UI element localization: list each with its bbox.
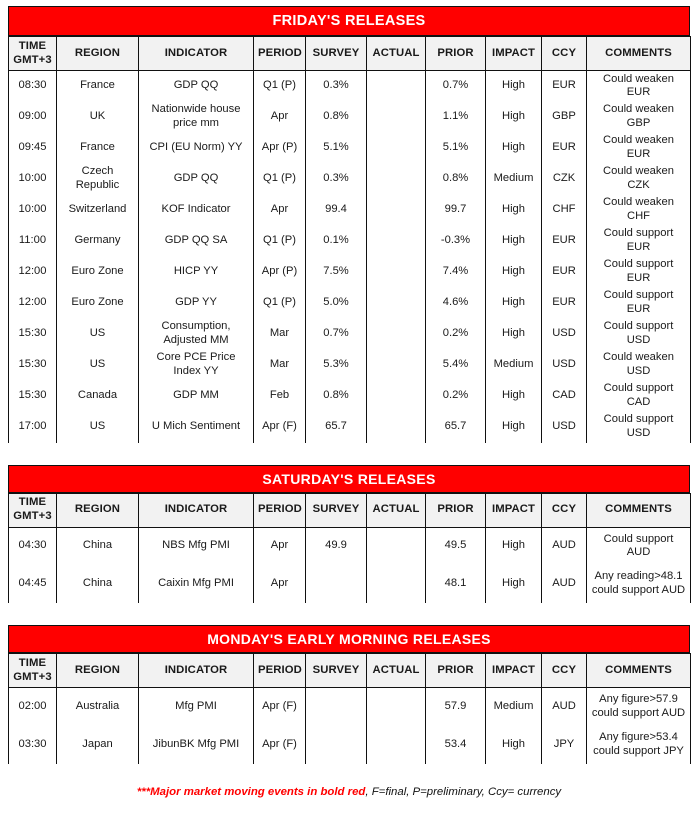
cell-time: 04:45 <box>9 565 57 603</box>
cell-impact: High <box>486 726 542 764</box>
footnote-highlight: ***Major market moving events in bold red <box>136 785 366 798</box>
cell-impact: Medium <box>486 350 542 381</box>
cell-indicator: CPI (EU Norm) YY <box>139 133 254 164</box>
cell-period: Feb <box>254 381 306 412</box>
table-header-row-saturday <box>9 493 691 527</box>
cell-impact: High <box>486 565 542 603</box>
cell-comments: Could weaken CZK <box>587 164 691 195</box>
column-header-survey: SURVEY <box>306 654 367 688</box>
table-header-row-friday <box>9 37 691 71</box>
cell-region: China <box>57 527 139 565</box>
column-header-comments: COMMENTS <box>587 493 691 527</box>
cell-period: Q1 (P) <box>254 288 306 319</box>
table-row <box>9 565 691 603</box>
cell-indicator: GDP QQ SA <box>139 226 254 257</box>
cell-ccy: GBP <box>542 102 587 133</box>
cell-period: Mar <box>254 350 306 381</box>
column-header-indicator: INDICATOR <box>139 654 254 688</box>
cell-ccy: EUR <box>542 226 587 257</box>
cell-survey <box>306 726 367 764</box>
cell-period: Apr <box>254 102 306 133</box>
cell-survey: 0.1% <box>306 226 367 257</box>
cell-indicator: U Mich Sentiment <box>139 412 254 443</box>
column-header-prior: PRIOR <box>426 493 486 527</box>
cell-prior: 0.2% <box>426 319 486 350</box>
cell-actual <box>367 102 426 133</box>
cell-ccy: AUD <box>542 565 587 603</box>
cell-ccy: AUD <box>542 688 587 726</box>
column-header-indicator: INDICATOR <box>139 37 254 71</box>
cell-survey: 0.8% <box>306 381 367 412</box>
cell-prior: 0.7% <box>426 71 486 102</box>
cell-period: Apr (P) <box>254 257 306 288</box>
cell-ccy: CAD <box>542 381 587 412</box>
column-header-actual: ACTUAL <box>367 493 426 527</box>
cell-actual <box>367 565 426 603</box>
column-header-region: REGION <box>57 654 139 688</box>
footnote-rest: , F=final, P=preliminary, Ccy= currency <box>365 785 562 798</box>
cell-ccy: CZK <box>542 164 587 195</box>
table-body-friday <box>9 71 691 443</box>
cell-impact: High <box>486 527 542 565</box>
cell-period: Apr <box>254 195 306 226</box>
cell-actual <box>367 71 426 102</box>
cell-comments: Could weaken USD <box>587 350 691 381</box>
column-header-actual: ACTUAL <box>367 37 426 71</box>
cell-comments: Could weaken GBP <box>587 102 691 133</box>
cell-indicator: KOF Indicator <box>139 195 254 226</box>
cell-survey <box>306 688 367 726</box>
cell-actual <box>367 226 426 257</box>
cell-comments: Any reading>48.1 could support AUD <box>587 565 691 603</box>
cell-ccy: USD <box>542 412 587 443</box>
cell-region: China <box>57 565 139 603</box>
column-header-indicator: INDICATOR <box>139 493 254 527</box>
footnote <box>8 786 690 798</box>
cell-impact: High <box>486 381 542 412</box>
cell-survey: 5.1% <box>306 133 367 164</box>
cell-period: Apr (F) <box>254 688 306 726</box>
releases-table-monday <box>8 653 691 764</box>
cell-indicator: GDP YY <box>139 288 254 319</box>
cell-impact: High <box>486 412 542 443</box>
cell-impact: High <box>486 288 542 319</box>
cell-comments: Could weaken CHF <box>587 195 691 226</box>
cell-impact: High <box>486 133 542 164</box>
cell-region: Euro Zone <box>57 257 139 288</box>
cell-time: 10:00 <box>9 195 57 226</box>
table-row <box>9 71 691 102</box>
cell-prior: 65.7 <box>426 412 486 443</box>
cell-actual <box>367 133 426 164</box>
cell-indicator: Mfg PMI <box>139 688 254 726</box>
cell-prior: 49.5 <box>426 527 486 565</box>
column-header-time-sublabel: GMT+3 <box>13 510 52 522</box>
cell-time: 09:00 <box>9 102 57 133</box>
column-header-impact: IMPACT <box>486 37 542 71</box>
cell-time: 03:30 <box>9 726 57 764</box>
column-header-impact: IMPACT <box>486 654 542 688</box>
cell-impact: High <box>486 257 542 288</box>
cell-comments: Could support EUR <box>587 288 691 319</box>
cell-actual <box>367 527 426 565</box>
cell-indicator: JibunBK Mfg PMI <box>139 726 254 764</box>
cell-prior: 57.9 <box>426 688 486 726</box>
cell-prior: 4.6% <box>426 288 486 319</box>
section-spacer <box>8 443 690 465</box>
column-header-ccy: CCY <box>542 493 587 527</box>
cell-time: 02:00 <box>9 688 57 726</box>
cell-period: Apr (F) <box>254 412 306 443</box>
cell-period: Apr <box>254 565 306 603</box>
cell-prior: 5.4% <box>426 350 486 381</box>
column-header-time-label: TIME <box>18 39 47 52</box>
cell-time: 08:30 <box>9 71 57 102</box>
table-row <box>9 102 691 133</box>
column-header-prior: PRIOR <box>426 654 486 688</box>
cell-region: Czech Republic <box>57 164 139 195</box>
column-header-comments: COMMENTS <box>587 654 691 688</box>
cell-region: Euro Zone <box>57 288 139 319</box>
column-header-time-sublabel: GMT+3 <box>13 53 52 66</box>
cell-time: 04:30 <box>9 527 57 565</box>
cell-ccy: AUD <box>542 527 587 565</box>
cell-survey: 0.8% <box>306 102 367 133</box>
table-row <box>9 726 691 764</box>
cell-comments: Could support USD <box>587 412 691 443</box>
column-header-region: REGION <box>57 37 139 71</box>
column-header-time <box>9 37 57 71</box>
cell-prior: 99.7 <box>426 195 486 226</box>
cell-survey: 7.5% <box>306 257 367 288</box>
cell-region: Australia <box>57 688 139 726</box>
cell-survey: 49.9 <box>306 527 367 565</box>
cell-region: UK <box>57 102 139 133</box>
cell-impact: High <box>486 319 542 350</box>
cell-indicator: GDP QQ <box>139 71 254 102</box>
cell-indicator: GDP MM <box>139 381 254 412</box>
cell-actual <box>367 726 426 764</box>
cell-actual <box>367 688 426 726</box>
cell-ccy: USD <box>542 350 587 381</box>
cell-region: US <box>57 412 139 443</box>
cell-actual <box>367 319 426 350</box>
cell-time: 11:00 <box>9 226 57 257</box>
economic-calendar-page <box>0 6 698 814</box>
cell-comments: Could support CAD <box>587 381 691 412</box>
cell-region: US <box>57 350 139 381</box>
cell-actual <box>367 381 426 412</box>
cell-ccy: EUR <box>542 71 587 102</box>
cell-ccy: EUR <box>542 133 587 164</box>
cell-survey: 65.7 <box>306 412 367 443</box>
cell-actual <box>367 412 426 443</box>
cell-indicator: Caixin Mfg PMI <box>139 565 254 603</box>
cell-survey: 0.3% <box>306 71 367 102</box>
cell-comments: Could support EUR <box>587 257 691 288</box>
cell-survey: 0.3% <box>306 164 367 195</box>
table-body-monday <box>9 688 691 764</box>
cell-impact: Medium <box>486 688 542 726</box>
table-row <box>9 381 691 412</box>
cell-region: Switzerland <box>57 195 139 226</box>
cell-impact: High <box>486 226 542 257</box>
cell-comments: Could weaken EUR <box>587 71 691 102</box>
table-body-saturday <box>9 527 691 603</box>
cell-comments: Could support AUD <box>587 527 691 565</box>
column-header-time <box>9 654 57 688</box>
table-row <box>9 319 691 350</box>
cell-indicator: Consumption, Adjusted MM <box>139 319 254 350</box>
cell-prior: 0.8% <box>426 164 486 195</box>
cell-comments: Could weaken EUR <box>587 133 691 164</box>
table-row <box>9 350 691 381</box>
column-header-period: PERIOD <box>254 654 306 688</box>
cell-time: 17:00 <box>9 412 57 443</box>
column-header-survey: SURVEY <box>306 37 367 71</box>
column-header-period: PERIOD <box>254 37 306 71</box>
cell-time: 12:00 <box>9 288 57 319</box>
releases-table-saturday <box>8 493 691 604</box>
cell-ccy: USD <box>542 319 587 350</box>
cell-time: 15:30 <box>9 350 57 381</box>
cell-period: Q1 (P) <box>254 226 306 257</box>
cell-region: Canada <box>57 381 139 412</box>
cell-region: Japan <box>57 726 139 764</box>
cell-survey: 0.7% <box>306 319 367 350</box>
cell-ccy: EUR <box>542 257 587 288</box>
cell-region: Germany <box>57 226 139 257</box>
cell-prior: 7.4% <box>426 257 486 288</box>
cell-indicator: Nationwide house price mm <box>139 102 254 133</box>
cell-survey: 5.3% <box>306 350 367 381</box>
table-header-row-monday <box>9 654 691 688</box>
column-header-ccy: CCY <box>542 37 587 71</box>
column-header-impact: IMPACT <box>486 493 542 527</box>
column-header-time <box>9 493 57 527</box>
cell-region: France <box>57 133 139 164</box>
cell-prior: 53.4 <box>426 726 486 764</box>
cell-period: Apr (P) <box>254 133 306 164</box>
column-header-survey: SURVEY <box>306 493 367 527</box>
cell-time: 15:30 <box>9 381 57 412</box>
column-header-time-label: TIME <box>18 656 47 669</box>
cell-comments: Could support EUR <box>587 226 691 257</box>
cell-period: Mar <box>254 319 306 350</box>
cell-time: 09:45 <box>9 133 57 164</box>
releases-table-friday <box>8 36 691 443</box>
table-row <box>9 527 691 565</box>
cell-actual <box>367 257 426 288</box>
cell-impact: High <box>486 71 542 102</box>
cell-ccy: CHF <box>542 195 587 226</box>
section-banner-friday: FRIDAY'S RELEASES <box>8 6 690 36</box>
cell-region: US <box>57 319 139 350</box>
column-header-actual: ACTUAL <box>367 654 426 688</box>
cell-period: Apr <box>254 527 306 565</box>
cell-impact: High <box>486 195 542 226</box>
section-banner-monday: MONDAY'S EARLY MORNING RELEASES <box>8 625 690 653</box>
table-row <box>9 688 691 726</box>
cell-region: France <box>57 71 139 102</box>
cell-indicator: HICP YY <box>139 257 254 288</box>
column-header-prior: PRIOR <box>426 37 486 71</box>
cell-period: Q1 (P) <box>254 164 306 195</box>
cell-period: Q1 (P) <box>254 71 306 102</box>
cell-actual <box>367 350 426 381</box>
cell-prior: 1.1% <box>426 102 486 133</box>
column-header-comments: COMMENTS <box>587 37 691 71</box>
column-header-time-label: TIME <box>18 496 47 509</box>
cell-prior: 5.1% <box>426 133 486 164</box>
cell-time: 10:00 <box>9 164 57 195</box>
cell-actual <box>367 164 426 195</box>
table-row <box>9 164 691 195</box>
cell-survey: 5.0% <box>306 288 367 319</box>
column-header-ccy: CCY <box>542 654 587 688</box>
column-header-region: REGION <box>57 493 139 527</box>
cell-survey <box>306 565 367 603</box>
cell-ccy: JPY <box>542 726 587 764</box>
table-row <box>9 133 691 164</box>
cell-impact: Medium <box>486 164 542 195</box>
cell-prior: -0.3% <box>426 226 486 257</box>
cell-impact: High <box>486 102 542 133</box>
cell-time: 12:00 <box>9 257 57 288</box>
cell-comments: Any figure>53.4 could support JPY <box>587 726 691 764</box>
cell-survey: 99.4 <box>306 195 367 226</box>
cell-time: 15:30 <box>9 319 57 350</box>
table-row <box>9 412 691 443</box>
cell-comments: Could support USD <box>587 319 691 350</box>
table-row <box>9 226 691 257</box>
section-spacer <box>8 603 690 625</box>
column-header-time-sublabel: GMT+3 <box>13 670 52 683</box>
cell-comments: Any figure>57.9 could support AUD <box>587 688 691 726</box>
cell-period: Apr (F) <box>254 726 306 764</box>
column-header-period: PERIOD <box>254 493 306 527</box>
table-row <box>9 288 691 319</box>
cell-prior: 48.1 <box>426 565 486 603</box>
cell-prior: 0.2% <box>426 381 486 412</box>
cell-indicator: GDP QQ <box>139 164 254 195</box>
cell-ccy: EUR <box>542 288 587 319</box>
table-row <box>9 195 691 226</box>
section-banner-saturday: SATURDAY'S RELEASES <box>8 465 690 493</box>
cell-indicator: Core PCE Price Index YY <box>139 350 254 381</box>
cell-indicator: NBS Mfg PMI <box>139 527 254 565</box>
table-row <box>9 257 691 288</box>
cell-actual <box>367 195 426 226</box>
cell-actual <box>367 288 426 319</box>
